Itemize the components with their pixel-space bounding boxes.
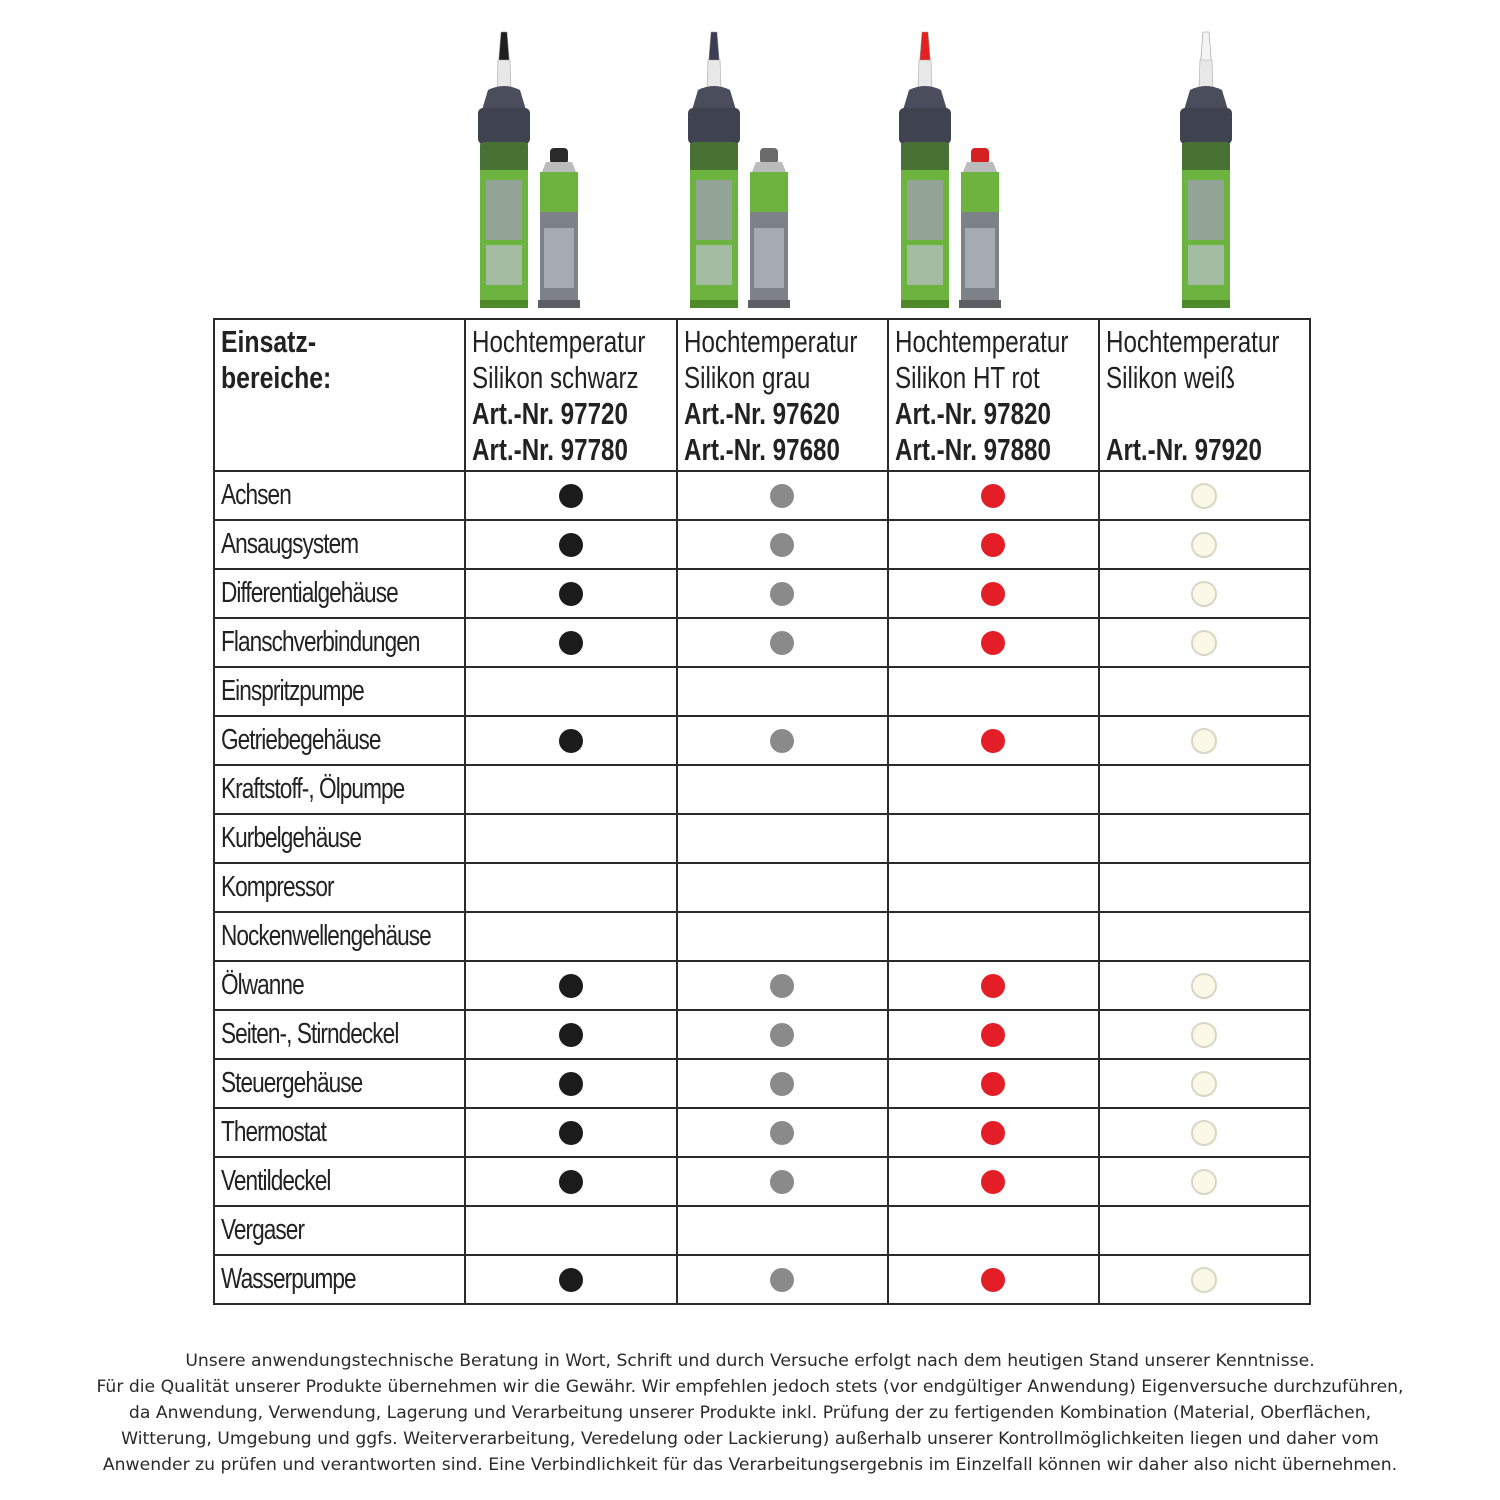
suitability-cell [1099, 863, 1310, 912]
suitability-cell [1099, 618, 1310, 667]
suitable-dot-icon [770, 533, 794, 557]
application-label: Wasserpumpe [221, 1263, 356, 1295]
application-label-cell [214, 1059, 465, 1108]
suitable-dot-icon [1191, 728, 1217, 754]
suitable-dot-icon [1191, 1071, 1217, 1097]
disclaimer-line: Witterung, Umgebung und ggfs. Weiterverarbeitung, Veredelung oder Lackierung) außerhalb unserer Kontrollmöglichkeiten liegen und daher vom [121, 1429, 1379, 1449]
suitable-dot-icon [559, 974, 583, 998]
suitable-dot-icon [770, 631, 794, 655]
application-label-cell [214, 765, 465, 814]
application-label-cell [214, 1157, 465, 1206]
header-label-line2: bereiche: [221, 360, 332, 395]
suitability-cell [677, 520, 888, 569]
application-label: Ansaugsystem [221, 528, 359, 560]
suitable-dot-icon [1191, 973, 1217, 999]
suitable-dot-icon [981, 1023, 1005, 1047]
silicone-tube-icon [536, 148, 582, 310]
suitable-dot-icon [981, 582, 1005, 606]
suitability-cell [465, 1255, 676, 1304]
suitability-cell [677, 912, 888, 961]
application-label: Thermostat [221, 1116, 327, 1148]
suitable-dot-icon [770, 1072, 794, 1096]
application-label-cell [214, 863, 465, 912]
suitability-cell [465, 667, 676, 716]
suitability-cell [465, 814, 676, 863]
column-header-rot [888, 319, 1099, 471]
suitability-cell [1099, 1108, 1310, 1157]
suitable-dot-icon [981, 631, 1005, 655]
application-label: Kompressor [221, 871, 334, 903]
application-label: Seiten-, Stirndeckel [221, 1018, 399, 1050]
suitable-dot-icon [981, 729, 1005, 753]
silicone-cartridge-icon [474, 30, 534, 310]
suitability-cell [1099, 1157, 1310, 1206]
suitability-cell [888, 1108, 1099, 1157]
suitability-cell [465, 912, 676, 961]
application-label-cell [214, 569, 465, 618]
table-header-row [214, 319, 1310, 471]
suitable-dot-icon [981, 1121, 1005, 1145]
column-title-line1: Hochtemperatur [894, 324, 1069, 359]
suitable-dot-icon [559, 1268, 583, 1292]
article-number-2: Art.-Nr. 97880 [894, 432, 1051, 467]
suitable-dot-icon [1191, 1120, 1217, 1146]
header-label-cell [214, 319, 465, 471]
suitable-dot-icon [559, 631, 583, 655]
suitability-cell [465, 471, 676, 520]
table-row [214, 1206, 1310, 1255]
suitable-dot-icon [770, 974, 794, 998]
suitability-cell [888, 863, 1099, 912]
suitability-cell [465, 520, 676, 569]
suitability-cell [465, 716, 676, 765]
application-label-cell [214, 716, 465, 765]
suitable-dot-icon [770, 582, 794, 606]
column-title-line2: Silikon weiß [1105, 360, 1235, 395]
suitable-dot-icon [770, 1121, 794, 1145]
table-row [214, 569, 1310, 618]
application-label-cell [214, 1108, 465, 1157]
suitability-cell [465, 863, 676, 912]
suitability-cell [888, 912, 1099, 961]
suitability-cell [677, 1059, 888, 1108]
suitability-cell [465, 1010, 676, 1059]
suitable-dot-icon [1191, 630, 1217, 656]
suitable-dot-icon [1191, 1022, 1217, 1048]
suitability-cell [1099, 765, 1310, 814]
suitability-cell [888, 1010, 1099, 1059]
application-label: Ölwanne [221, 969, 304, 1001]
column-title-line1: Hochtemperatur [683, 324, 857, 359]
suitability-cell [677, 569, 888, 618]
application-label: Achsen [221, 479, 291, 511]
suitability-cell [1099, 1010, 1310, 1059]
application-label-cell [214, 912, 465, 961]
silicone-cartridge-icon [1176, 30, 1236, 310]
disclaimer-line: Für die Qualität unserer Produkte übernehmen wir die Gewähr. Wir empfehlen jedoch stets (vor endgültiger Anwendung) Eigenversuche durchzuführen, [96, 1377, 1404, 1397]
suitability-cell [465, 1108, 676, 1157]
suitable-dot-icon [559, 1121, 583, 1145]
suitable-dot-icon [1191, 581, 1217, 607]
suitability-cell [677, 1010, 888, 1059]
suitability-cell [888, 569, 1099, 618]
article-number-2: Art.-Nr. 97680 [683, 432, 840, 467]
suitable-dot-icon [770, 729, 794, 753]
suitable-dot-icon [559, 484, 583, 508]
application-label: Steuergehäuse [221, 1067, 363, 1099]
suitable-dot-icon [770, 1023, 794, 1047]
suitable-dot-icon [770, 484, 794, 508]
disclaimer-line: da Anwendung, Verwendung, Lagerung und Verarbeitung unserer Produkte inkl. Prüfung der zu fertigenden Kombination (Material, Oberflächen, [128, 1403, 1372, 1423]
suitable-dot-icon [770, 1170, 794, 1194]
suitable-dot-icon [559, 1170, 583, 1194]
suitability-cell [888, 667, 1099, 716]
suitability-cell [888, 814, 1099, 863]
suitability-cell [1099, 814, 1310, 863]
suitability-cell [677, 1157, 888, 1206]
application-label: Einspritzpumpe [221, 675, 364, 707]
table-row [214, 961, 1310, 1010]
suitable-dot-icon [981, 484, 1005, 508]
application-label-cell [214, 520, 465, 569]
table-row [214, 618, 1310, 667]
column-title-line2: Silikon HT rot [894, 360, 1040, 395]
suitability-cell [677, 667, 888, 716]
suitable-dot-icon [981, 1072, 1005, 1096]
silicone-cartridge-icon [684, 30, 744, 310]
application-label-cell [214, 1206, 465, 1255]
table-row [214, 1255, 1310, 1304]
suitable-dot-icon [981, 1268, 1005, 1292]
table-row [214, 1108, 1310, 1157]
application-label: Ventildeckel [221, 1165, 331, 1197]
column-title-line1: Hochtemperatur [472, 324, 646, 359]
suitability-cell [1099, 569, 1310, 618]
application-label: Nockenwellengehäuse [221, 920, 431, 952]
application-table [213, 318, 1311, 1305]
suitable-dot-icon [1191, 1169, 1217, 1195]
suitability-cell [888, 471, 1099, 520]
suitability-cell [888, 765, 1099, 814]
article-number-2: Art.-Nr. 97780 [472, 432, 629, 467]
suitability-cell [677, 1255, 888, 1304]
suitability-cell [888, 1206, 1099, 1255]
table-row [214, 912, 1310, 961]
table-row [214, 765, 1310, 814]
suitable-dot-icon [559, 729, 583, 753]
column-header-grau [677, 319, 888, 471]
column-header-schwarz [465, 319, 676, 471]
suitability-cell [1099, 1059, 1310, 1108]
header-label-line1: Einsatz- [221, 324, 317, 359]
silicone-tube-icon [957, 148, 1003, 310]
suitability-cell [677, 961, 888, 1010]
suitability-cell [1099, 471, 1310, 520]
application-label: Kurbelgehäuse [221, 822, 362, 854]
suitability-cell [677, 716, 888, 765]
suitability-cell [465, 961, 676, 1010]
suitability-cell [888, 618, 1099, 667]
suitability-cell [1099, 1255, 1310, 1304]
suitable-dot-icon [981, 533, 1005, 557]
column-title-line2: Silikon grau [683, 360, 810, 395]
suitability-cell [677, 471, 888, 520]
suitable-dot-icon [1191, 483, 1217, 509]
application-label-cell [214, 667, 465, 716]
application-label: Differentialgehäuse [221, 577, 398, 609]
suitability-cell [677, 814, 888, 863]
suitable-dot-icon [559, 1072, 583, 1096]
suitable-dot-icon [1191, 1267, 1217, 1293]
suitability-cell [677, 1108, 888, 1157]
suitability-cell [677, 765, 888, 814]
product-images [0, 30, 1500, 315]
suitable-dot-icon [981, 974, 1005, 998]
application-label: Kraftstoff-, Ölpumpe [221, 773, 405, 805]
suitability-cell [465, 765, 676, 814]
disclaimer [0, 1348, 1500, 1478]
table-row [214, 863, 1310, 912]
article-number-1: Art.-Nr. 97820 [894, 396, 1051, 431]
suitability-cell [1099, 667, 1310, 716]
suitable-dot-icon [1191, 532, 1217, 558]
silicone-cartridge-icon [895, 30, 955, 310]
application-label-cell [214, 471, 465, 520]
suitability-cell [465, 1059, 676, 1108]
application-label-cell [214, 961, 465, 1010]
suitability-cell [465, 1157, 676, 1206]
suitability-cell [677, 863, 888, 912]
table-row [214, 520, 1310, 569]
table-row [214, 471, 1310, 520]
article-number-2: Art.-Nr. 97920 [1105, 432, 1262, 467]
suitability-cell [1099, 912, 1310, 961]
article-number-1 [1106, 396, 1264, 432]
article-number-1: Art.-Nr. 97620 [683, 396, 840, 431]
suitable-dot-icon [559, 1023, 583, 1047]
disclaimer-line: Unsere anwendungstechnische Beratung in Wort, Schrift und durch Versuche erfolgt nach dem heutigen Stand unserer Kenntnisse. [185, 1351, 1315, 1371]
application-label-cell [214, 1255, 465, 1304]
suitability-cell [888, 961, 1099, 1010]
suitable-dot-icon [559, 533, 583, 557]
suitability-cell [1099, 716, 1310, 765]
suitability-cell [465, 569, 676, 618]
table-row [214, 814, 1310, 863]
application-label: Vergaser [221, 1214, 305, 1246]
suitable-dot-icon [981, 1170, 1005, 1194]
suitability-cell [1099, 520, 1310, 569]
suitability-cell [677, 1206, 888, 1255]
column-title-line2: Silikon schwarz [472, 360, 640, 395]
application-label-cell [214, 814, 465, 863]
column-header-weiss [1099, 319, 1310, 471]
suitability-cell [888, 716, 1099, 765]
suitability-cell [1099, 1206, 1310, 1255]
table-row [214, 667, 1310, 716]
table-row [214, 1010, 1310, 1059]
silicone-tube-icon [746, 148, 792, 310]
disclaimer-line: Anwender zu prüfen und verantworten sind. Eine Verbindlichkeit für das Verarbeitungsergebnis im Einzelfall können wir daher also nicht übernehmen. [102, 1455, 1398, 1475]
application-label: Getriebegehäuse [221, 724, 381, 756]
table-row [214, 1157, 1310, 1206]
column-title-line1: Hochtemperatur [1105, 324, 1280, 359]
application-label-cell [214, 1010, 465, 1059]
application-label-cell [214, 618, 465, 667]
suitability-cell [888, 1157, 1099, 1206]
suitability-cell [677, 618, 888, 667]
suitability-cell [888, 1255, 1099, 1304]
suitable-dot-icon [559, 582, 583, 606]
table-row [214, 1059, 1310, 1108]
application-label: Flanschverbindungen [221, 626, 420, 658]
suitability-cell [888, 1059, 1099, 1108]
suitability-cell [465, 618, 676, 667]
suitability-cell [465, 1206, 676, 1255]
suitability-cell [1099, 961, 1310, 1010]
table-row [214, 716, 1310, 765]
article-number-1: Art.-Nr. 97720 [472, 396, 629, 431]
suitable-dot-icon [770, 1268, 794, 1292]
suitability-cell [888, 520, 1099, 569]
